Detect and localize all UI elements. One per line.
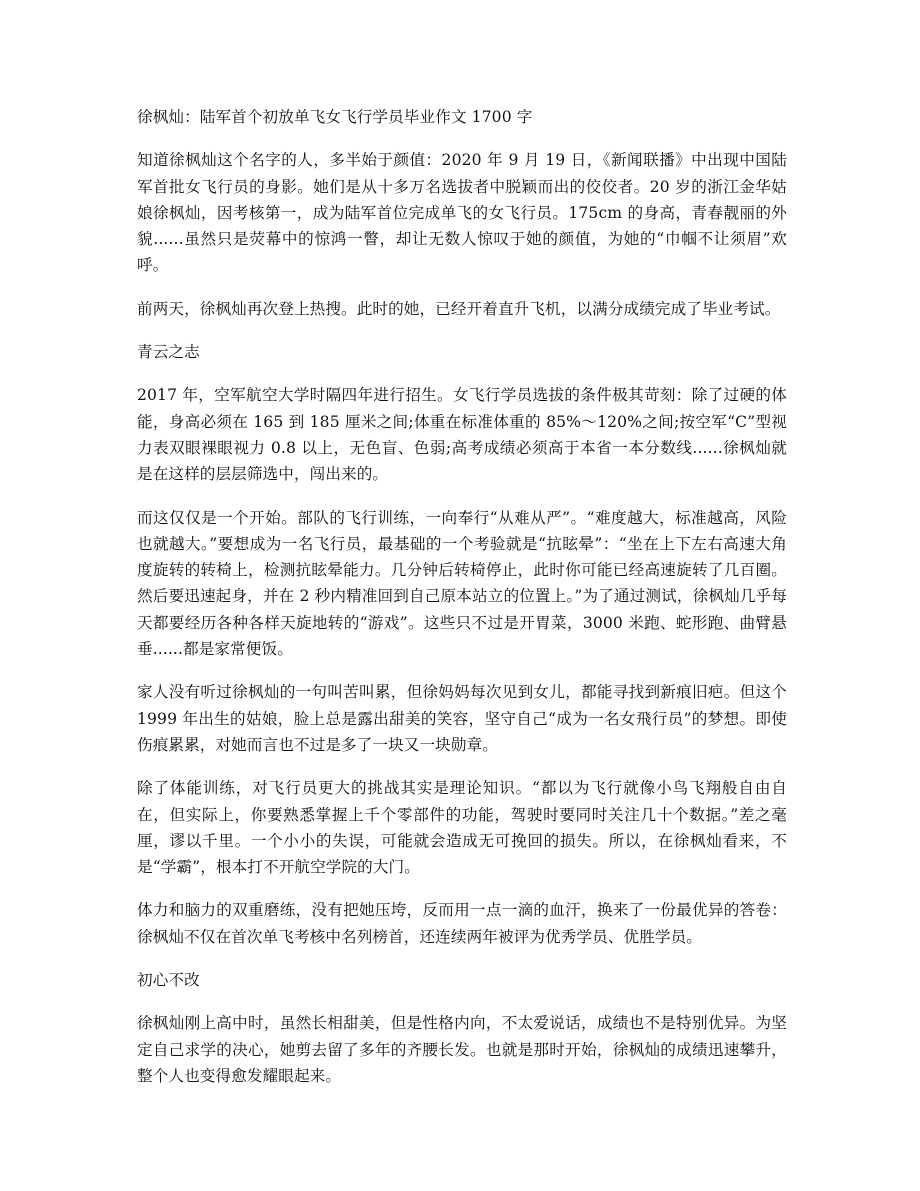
- intro-paragraph-2: 前两天，徐枫灿再次登上热搜。此时的她，已经开着直升飞机，以满分成绩完成了毕业考试。: [137, 299, 781, 318]
- section1-paragraph-4: 除了体能训练，对飞行员更大的挑战其实是理论知识。“都以为飞行就像小鸟飞翔般自由自在，但实际上，你要熟悉掌握上千个零部件的功能，驾驶时要同时关注几十个数据。”差之毫厘，谬以千里。一个小小的失误，可能就会造成无可挽回的损失。所以，在徐枫灿看来，不是“学霸”，根本打不开航空学院的大门。: [137, 779, 787, 877]
- section1-paragraph-1: 2017 年，空军航空大学时隔四年进行招生。女飞行学员选拔的条件极其苛刻：除了过硬的体能，身高必须在 165 到 185 厘米之间;体重在标准体重的 85%～120%之间;按空军“C”型视力表双眼裸眼视力 0.8 以上，无色盲、色弱;高考成绩必须高于本省一本分数线......徐枫灿就是在这样的层层筛选中，闯出来的。: [137, 386, 787, 484]
- section1-paragraph-5: 体力和脑力的双重磨练，没有把她压垮，反而用一点一滴的血汗，换来了一份最优异的答卷：徐枫灿不仅在首次单飞考核中名列榜首，还连续两年被评为优秀学员、优胜学员。: [137, 901, 787, 946]
- document-title: 徐枫灿：陆军首个初放单飞女飞行学员毕业作文 1700 字: [137, 108, 533, 126]
- intro-paragraph-1: 知道徐枫灿这个名字的人，多半始于颜值：2020 年 9 月 19 日，《新闻联播》中出现中国陆军首批女飞行员的身影。她们是从十多万名选拔者中脱颖而出的佼佼者。20 岁的浙江金华姑娘徐枫灿，因考核第一，成为陆军首位完成单飞的女飞行员。175cm 的身高，青春靓丽的外貌......虽然只是荧幕中的惊鸿一瞥，却让无数人惊叹于她的颜值，为她的“巾帼不让须眉”欢呼。: [137, 151, 787, 275]
- section1-paragraph-2: 而这仅仅是一个开始。部队的飞行训练，一向奉行“从难从严”。“难度越大，标准越高，风险也就越大。”要想成为一名飞行员，最基础的一个考验就是“抗眩晕”：“坐在上下左右高速大角度旋转的转椅上，检测抗眩晕能力。几分钟后转椅停止，此时你可能已经高速旋转了几百圈。然后要迅速起身，并在 2 秒内精准回到自己原本站立的位置上。”为了通过测试，徐枫灿几乎每天都要经历各种各样天旋地转的“游戏”。这些只不过是开胃菜，3000 米跑、蛇形跑、曲臂悬垂......都是家常便饭。: [137, 508, 787, 659]
- section2-paragraph-1: 徐枫灿刚上高中时，虽然长相甜美，但是性格内向，不太爱说话，成绩也不是特别优异。为坚定自己求学的决心，她剪去留了多年的齐腰长发。也就是那时开始，徐枫灿的成绩迅速攀升，整个人也变得愈发耀眼起来。: [137, 1014, 787, 1085]
- section1-paragraph-3: 家人没有听过徐枫灿的一句叫苦叫累，但徐妈妈每次见到女儿，都能寻找到新痕旧疤。但这个 1999 年出生的姑娘，脸上总是露出甜美的笑容，坚守自己“成为一名女飛行员”的梦想。即使伤痕累累，对她而言也不过是多了一块又一块勋章。: [137, 683, 787, 754]
- section-heading-qingyun: 青云之志: [137, 343, 200, 362]
- document-page: [137, 104, 787, 1106]
- section-heading-chuxin: 初心不改: [137, 971, 200, 990]
